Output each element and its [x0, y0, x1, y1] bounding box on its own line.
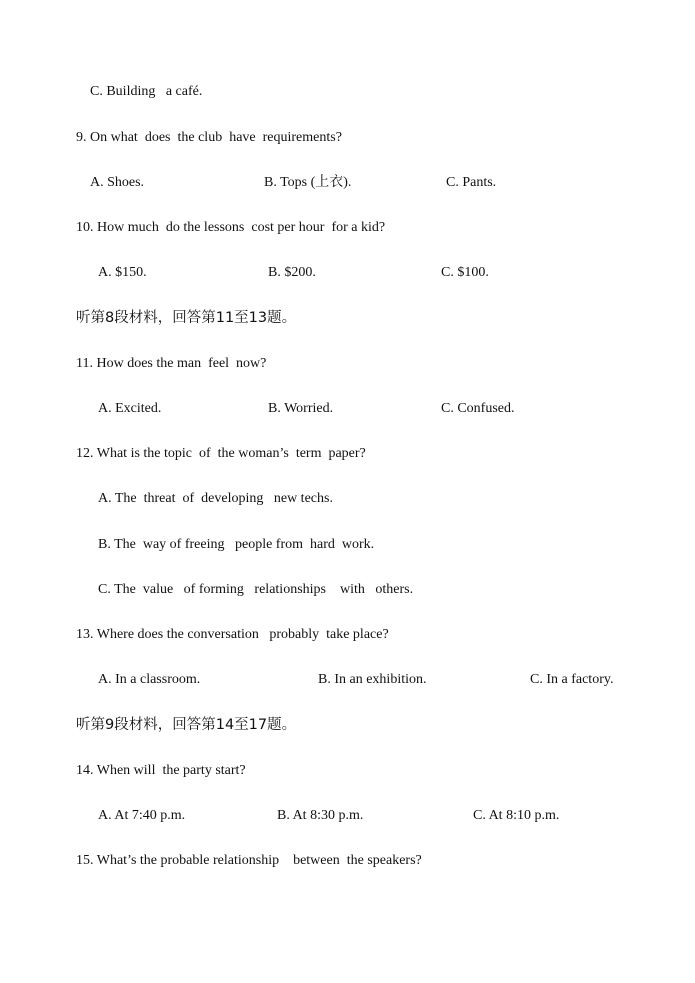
q15-question: 15. What’s the probable relationship between the speakers?: [76, 853, 422, 868]
q11-option-a: A. Excited.: [98, 401, 162, 416]
q10-option-a: A. $150.: [98, 265, 147, 280]
q8-option-c: C. Building a café.: [90, 84, 203, 99]
q13-option-a: A. In a classroom.: [98, 672, 201, 687]
q9-option-b: B. Tops (上衣).: [264, 175, 352, 190]
section-8-instruction: 听第8段材料，回答第11至13题。: [76, 310, 297, 326]
q9-question: 9. On what does the club have requirements?: [76, 130, 342, 145]
q11-option-c: C. Confused.: [441, 401, 515, 416]
q10-option-b: B. $200.: [268, 265, 316, 280]
q11-question: 11. How does the man feel now?: [76, 356, 267, 371]
q12-option-c: C. The value of forming relationships with others.: [98, 582, 414, 597]
q12-question: 12. What is the topic of the woman’s term paper?: [76, 446, 366, 461]
q14-option-b: B. At 8:30 p.m.: [277, 808, 364, 823]
q10-question: 10. How much do the lessons cost per hour for a kid?: [76, 220, 386, 235]
q13-question: 13. Where does the conversation probably take place?: [76, 627, 389, 642]
q12-option-b: B. The way of freeing people from hard work.: [98, 537, 375, 552]
q14-option-a: A. At 7:40 p.m.: [98, 808, 186, 823]
q14-question: 14. When will the party start?: [76, 763, 246, 778]
q13-option-b: B. In an exhibition.: [318, 672, 427, 687]
section-9-instruction: 听第9段材料，回答第14至17题。: [76, 717, 297, 733]
q10-option-c: C. $100.: [441, 265, 489, 280]
q11-option-b: B. Worried.: [268, 401, 334, 416]
q14-option-c: C. At 8:10 p.m.: [473, 808, 560, 823]
q9-option-c: C. Pants.: [446, 175, 497, 190]
q9-option-a: A. Shoes.: [90, 175, 145, 190]
q12-option-a: A. The threat of developing new techs.: [98, 491, 333, 506]
q13-option-c: C. In a factory.: [530, 672, 614, 687]
